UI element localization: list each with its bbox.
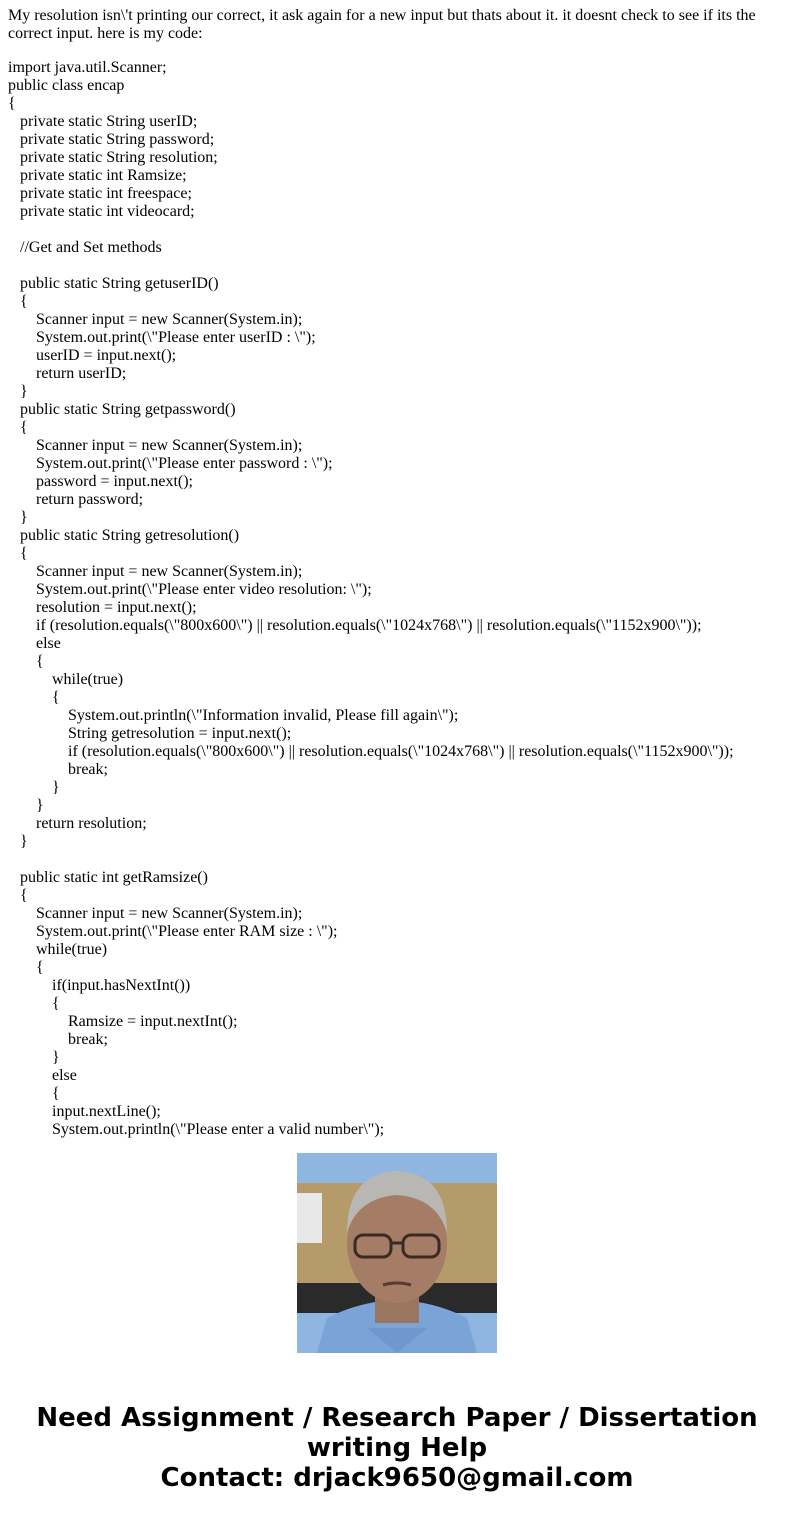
code-line: } — [20, 833, 28, 850]
question-text: My resolution isn\'t printing our correct, it ask again for a new input but thats about it. it doesnt check to see if its the correct input. here is my code: — [8, 7, 756, 42]
code-line: private static String resolution; — [20, 149, 218, 166]
code-line: input.nextLine(); — [52, 1103, 161, 1120]
code-line: } — [20, 383, 28, 400]
code-line: return resolution; — [36, 815, 147, 832]
code-line: System.out.print(\"Please enter userID : \"); — [36, 329, 316, 346]
code-line: import java.util.Scanner; — [8, 59, 167, 76]
code-line: private static String userID; — [20, 113, 198, 130]
footer-promo — [0, 1403, 794, 1493]
code-line: { — [52, 1085, 60, 1102]
footer-line-1: Need Assignment / Research Paper / Dissertation — [36, 1403, 758, 1433]
code-line: public static int getRamsize() — [20, 869, 208, 886]
code-line: password = input.next(); — [36, 473, 193, 490]
code-line — [8, 221, 788, 239]
code-line: if (resolution.equals(\"800x600\") || resolution.equals(\"1024x768\") || resolution.equals(\"1152x900\")); — [36, 617, 702, 634]
code-line: resolution = input.next(); — [36, 599, 197, 616]
code-line — [8, 851, 788, 869]
code-line: private static int videocard; — [20, 203, 195, 220]
code-line: { — [52, 689, 60, 706]
code-line: } — [52, 779, 60, 796]
code-line: public static String getuserID() — [20, 275, 219, 292]
code-line: return password; — [36, 491, 144, 508]
code-line: { — [36, 959, 44, 976]
code-line: break; — [68, 1031, 108, 1048]
code-line: System.out.print(\"Please enter password : \"); — [36, 455, 333, 472]
code-line: Scanner input = new Scanner(System.in); — [36, 563, 303, 580]
code-line: System.out.println(\"Please enter a valid number\"); — [52, 1121, 385, 1138]
code-line: System.out.println(\"Information invalid, Please fill again\"); — [68, 707, 459, 724]
code-line: Ramsize = input.nextInt(); — [68, 1013, 238, 1030]
code-line: //Get and Set methods — [20, 239, 162, 256]
code-line: } — [20, 509, 28, 526]
code-line: System.out.print(\"Please enter video resolution: \"); — [36, 581, 372, 598]
code-line: { — [20, 887, 28, 904]
avatar-photo — [297, 1153, 497, 1353]
code-line: public class encap — [8, 77, 125, 94]
code-block — [8, 59, 788, 1138]
code-line: return userID; — [36, 365, 127, 382]
code-line: public static String getresolution() — [20, 527, 240, 544]
code-line: } — [36, 797, 44, 814]
footer-contact: Contact: drjack9650@gmail.com — [160, 1463, 634, 1493]
code-line: if (resolution.equals(\"800x600\") || resolution.equals(\"1024x768\") || resolution.equals(\"1152x900\")); — [68, 743, 734, 760]
code-line: break; — [68, 761, 108, 778]
code-line: private static int freespace; — [20, 185, 192, 202]
code-line: Scanner input = new Scanner(System.in); — [36, 311, 303, 328]
code-line: userID = input.next(); — [36, 347, 177, 364]
code-line: Scanner input = new Scanner(System.in); — [36, 905, 303, 922]
code-line: private static int Ramsize; — [20, 167, 187, 184]
code-line: public static String getpassword() — [20, 401, 236, 418]
code-line: { — [52, 995, 60, 1012]
code-line: { — [20, 293, 28, 310]
code-line: System.out.print(\"Please enter RAM size : \"); — [36, 923, 338, 940]
code-line: private static String password; — [20, 131, 215, 148]
code-line: { — [20, 545, 28, 562]
code-line: { — [36, 653, 44, 670]
code-line: else — [36, 635, 61, 652]
code-line: String getresolution = input.next(); — [68, 725, 292, 742]
code-line: if(input.hasNextInt()) — [52, 977, 191, 994]
code-line — [8, 257, 788, 275]
code-line: { — [8, 95, 16, 112]
code-line: else — [52, 1067, 77, 1084]
code-line: Scanner input = new Scanner(System.in); — [36, 437, 303, 454]
code-line: while(true) — [52, 671, 124, 688]
code-line: { — [20, 419, 28, 436]
code-line: } — [52, 1049, 60, 1066]
code-line: while(true) — [36, 941, 108, 958]
footer-line-2: writing Help — [306, 1433, 488, 1463]
